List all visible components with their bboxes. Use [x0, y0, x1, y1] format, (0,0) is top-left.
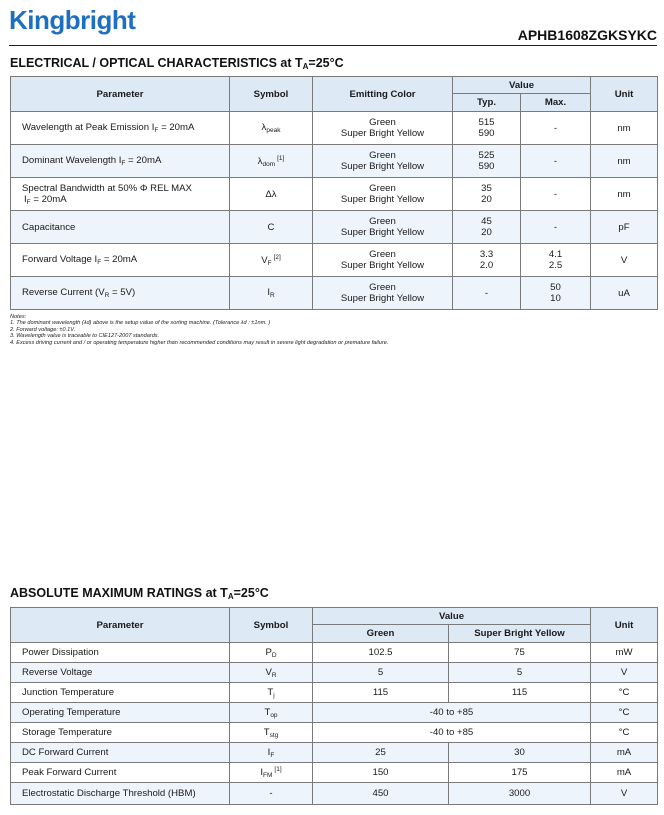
- max-value-1: 50: [550, 282, 561, 293]
- typ-value-1: -: [484, 287, 489, 299]
- max-cell: [521, 178, 591, 211]
- parameter-line: [22, 287, 229, 299]
- max-cell: [521, 211, 591, 244]
- table-row: [11, 723, 658, 743]
- col-header-emitting-color: Emitting Color: [313, 77, 453, 112]
- typ-value-1: 45: [481, 216, 492, 227]
- typ-cell: [453, 211, 521, 244]
- value-yellow-cell: 75: [449, 643, 591, 663]
- symbol-main: C: [267, 221, 275, 233]
- symbol-cell: [230, 723, 313, 743]
- symbol-main: I: [260, 767, 264, 778]
- absolute-maximum-ratings-table: [10, 607, 658, 805]
- symbol-main: Δλ: [265, 188, 277, 200]
- parameter-cell: Junction Temperature: [11, 683, 230, 703]
- symbol-main: T: [263, 726, 270, 738]
- symbol-main: λ: [257, 155, 263, 167]
- typ-cell: [453, 145, 521, 178]
- symbol-main: I: [267, 746, 271, 758]
- symbol-cell: [230, 643, 313, 663]
- max-value-1: 4.1: [548, 249, 563, 260]
- table-row: [11, 211, 658, 244]
- typ-value-2: 590: [478, 128, 495, 139]
- color-green: Green: [369, 150, 396, 161]
- unit-cell: V: [591, 783, 658, 805]
- symbol-subscript: D: [271, 651, 277, 659]
- table-row: [11, 643, 658, 663]
- parameter-text: Dominant Wavelength I: [22, 155, 122, 166]
- table-row: [11, 743, 658, 763]
- table-row: [11, 145, 658, 178]
- parameter-text: I: [24, 193, 27, 205]
- value-yellow-cell: 30: [449, 743, 591, 763]
- symbol-cell: [230, 683, 313, 703]
- max-value-1: -: [553, 188, 558, 200]
- symbol-note-ref: [1]: [277, 154, 285, 162]
- symbol-note-ref: [2]: [273, 253, 281, 261]
- parameter-line: [22, 122, 229, 134]
- table-row: [11, 703, 658, 723]
- symbol-cell: [230, 178, 313, 211]
- parameter-cell: DC Forward Current: [11, 743, 230, 763]
- electrical-section-title: ELECTRICAL / OPTICAL CHARACTERISTICS at $T_A=25^\circ C$: [10, 56, 344, 71]
- emitting-color-cell: [313, 178, 453, 211]
- color-green: Green: [369, 117, 396, 128]
- parameter-cell: Electrostatic Discharge Threshold (HBM): [11, 783, 230, 805]
- parameter-cell: [11, 211, 230, 244]
- typ-value-1: 525: [478, 150, 495, 161]
- symbol-subscript: F: [270, 751, 275, 759]
- value-yellow-cell: 5: [449, 663, 591, 683]
- notes-title: Notes:: [10, 314, 27, 320]
- col-header-unit: Unit: [591, 77, 658, 112]
- parameter-subscript: F: [121, 160, 126, 167]
- unit-cell: nm: [591, 112, 658, 145]
- col-header-super-bright-yellow: Super Bright Yellow: [449, 625, 591, 643]
- typ-value-1: 3.3: [479, 249, 494, 260]
- typ-cell: [453, 178, 521, 211]
- value-merged-cell: -40 to +85: [313, 703, 591, 723]
- max-value-1: -: [553, 221, 558, 233]
- parameter-text: Wavelength at Peak Emission I: [22, 122, 155, 133]
- unit-cell: mW: [591, 643, 658, 663]
- col-header-typ: Typ.: [453, 94, 521, 112]
- symbol-cell: [230, 244, 313, 277]
- symbol-cell: [230, 211, 313, 244]
- color-yellow: Super Bright Yellow: [340, 128, 425, 139]
- parameter-cell: Storage Temperature: [11, 723, 230, 743]
- typ-value-2: 590: [478, 161, 495, 172]
- notes-block: [10, 314, 388, 346]
- unit-cell: V: [591, 244, 658, 277]
- max-cell: [521, 244, 591, 277]
- symbol-cell: [230, 145, 313, 178]
- parameter-text-post: = 20mA: [158, 122, 195, 133]
- parameter-text-post: = 5V): [109, 287, 136, 298]
- symbol-subscript: FM: [263, 772, 273, 779]
- col-header-value: Value: [313, 608, 591, 625]
- value-green-cell: 150: [313, 763, 449, 783]
- color-green: Green: [369, 249, 396, 260]
- value-yellow-cell: 175: [449, 763, 591, 783]
- symbol-subscript: j: [273, 691, 275, 699]
- symbol-cell: [230, 783, 313, 805]
- symbol-subscript: peak: [266, 127, 281, 134]
- value-merged-cell: -40 to +85: [313, 723, 591, 743]
- parameter-cell: Operating Temperature: [11, 703, 230, 723]
- electrical-characteristics-table: [10, 76, 658, 310]
- col-header-value: Value: [453, 77, 591, 94]
- symbol-subscript: stg: [269, 731, 279, 739]
- symbol-subscript: R: [269, 292, 275, 299]
- color-yellow: Super Bright Yellow: [340, 260, 425, 271]
- parameter-subscript: F: [97, 259, 102, 266]
- parameter-line: [22, 183, 229, 194]
- parameter-text: Spectral Bandwidth at 50% Φ REL MAX: [22, 182, 192, 194]
- symbol-subscript: R: [271, 671, 277, 679]
- value-yellow-cell: 3000: [449, 783, 591, 805]
- emitting-color-cell: [313, 211, 453, 244]
- value-green-cell: 450: [313, 783, 449, 805]
- unit-cell: mA: [591, 763, 658, 783]
- brand-logo: Kingbright: [9, 5, 136, 35]
- table-row: [11, 244, 658, 277]
- note-4: 4. Excess driving current and / or operating temperature higher than recommended conditions may result in severe light degradation or premature failure.: [10, 339, 389, 346]
- note-1: 1. The dominant wavelength (λd) above is the setup value of the sorting machine. (Tolerance λd : ±1nm. ): [10, 320, 271, 327]
- symbol-main: P: [265, 646, 272, 658]
- symbol-subscript: dom: [262, 160, 276, 168]
- parameter-text-post: = 20mA: [101, 254, 138, 265]
- emitting-color-cell: [313, 244, 453, 277]
- parameter-cell: Power Dissipation: [11, 643, 230, 663]
- table-row: [11, 683, 658, 703]
- max-value-2: 2.5: [548, 260, 563, 271]
- parameter-subscript: F: [26, 198, 31, 206]
- emitting-color-cell: [313, 112, 453, 145]
- unit-cell: °C: [591, 723, 658, 743]
- col-header-green: Green: [313, 625, 449, 643]
- max-value-1: -: [553, 155, 558, 167]
- color-yellow: Super Bright Yellow: [340, 227, 425, 238]
- part-number: APHB1608ZGKSYKC: [517, 27, 657, 43]
- symbol-main: V: [265, 666, 272, 678]
- col-header-unit: Unit: [591, 608, 658, 643]
- unit-cell: nm: [591, 178, 658, 211]
- parameter-text: Forward Voltage I: [22, 254, 98, 265]
- value-green-cell: 25: [313, 743, 449, 763]
- parameter-text-post: = 20mA: [30, 193, 67, 205]
- parameter-text: Capacitance: [22, 221, 76, 233]
- symbol-main: T: [267, 686, 274, 698]
- parameter-line: [22, 155, 229, 167]
- color-yellow: Super Bright Yellow: [340, 194, 425, 205]
- unit-cell: V: [591, 663, 658, 683]
- typ-value-1: 35: [481, 183, 492, 194]
- parameter-cell: [11, 145, 230, 178]
- typ-cell: [453, 112, 521, 145]
- header-divider: [9, 45, 657, 46]
- parameter-line: [22, 222, 229, 233]
- symbol-cell: [230, 663, 313, 683]
- unit-cell: nm: [591, 145, 658, 178]
- value-green-cell: 115: [313, 683, 449, 703]
- symbol-cell: [230, 277, 313, 310]
- color-yellow: Super Bright Yellow: [340, 293, 425, 304]
- value-green-cell: 5: [313, 663, 449, 683]
- typ-value-1: 515: [478, 117, 495, 128]
- max-cell: [521, 277, 591, 310]
- value-green-cell: 102.5: [313, 643, 449, 663]
- symbol-main: λ: [261, 122, 267, 133]
- table-row: [11, 783, 658, 805]
- parameter-subscript: R: [104, 292, 110, 299]
- typ-cell: [453, 244, 521, 277]
- symbol-cell: [230, 763, 313, 783]
- unit-cell: °C: [591, 703, 658, 723]
- color-green: Green: [369, 282, 396, 293]
- symbol-cell: [230, 112, 313, 145]
- symbol-subscript: op: [270, 711, 278, 719]
- parameter-cell: Peak Forward Current: [11, 763, 230, 783]
- absolute-section-title: ABSOLUTE MAXIMUM RATINGS at $T_A=25^\circ C$: [10, 586, 269, 601]
- unit-cell: °C: [591, 683, 658, 703]
- typ-value-2: 20: [481, 227, 492, 238]
- typ-value-2: 20: [481, 194, 492, 205]
- color-yellow: Super Bright Yellow: [340, 161, 425, 172]
- parameter-cell: [11, 112, 230, 145]
- parameter-cell: [11, 277, 230, 310]
- typ-cell: [453, 277, 521, 310]
- symbol-main: V: [261, 254, 268, 266]
- parameter-text: Reverse Current (V: [22, 287, 105, 298]
- parameter-subscript: F: [154, 127, 159, 134]
- max-cell: [521, 112, 591, 145]
- parameter-cell: [11, 178, 230, 211]
- col-header-parameter: Parameter: [11, 608, 230, 643]
- col-header-symbol: Symbol: [230, 77, 313, 112]
- unit-cell: mA: [591, 743, 658, 763]
- parameter-text-post: = 20mA: [125, 155, 162, 166]
- col-header-symbol: Symbol: [230, 608, 313, 643]
- col-header-parameter: Parameter: [11, 77, 230, 112]
- table-row: [11, 663, 658, 683]
- typ-value-2: 2.0: [479, 260, 494, 271]
- unit-cell: uA: [591, 277, 658, 310]
- max-cell: [521, 145, 591, 178]
- table-row: [11, 112, 658, 145]
- emitting-color-cell: [313, 277, 453, 310]
- parameter-cell: [11, 244, 230, 277]
- color-green: Green: [369, 216, 396, 227]
- parameter-cell: Reverse Voltage: [11, 663, 230, 683]
- table-row: [11, 178, 658, 211]
- table-row: [11, 763, 658, 783]
- symbol-note-ref: [1]: [274, 766, 282, 773]
- max-value-2: 10: [550, 293, 561, 304]
- max-value-1: -: [553, 122, 558, 134]
- unit-cell: pF: [591, 211, 658, 244]
- symbol-cell: [230, 703, 313, 723]
- note-2: 2. Forward voltage: ±0.1V.: [10, 326, 76, 333]
- symbol-main: T: [264, 706, 271, 718]
- note-3: 3. Wavelength value is traceable to CIE127-2007 standards.: [10, 333, 160, 340]
- symbol-main: I: [267, 287, 270, 298]
- col-header-max: Max.: [521, 94, 591, 112]
- symbol-cell: [230, 743, 313, 763]
- parameter-line-2: [22, 194, 229, 206]
- table-row: [11, 277, 658, 310]
- color-green: Green: [369, 183, 396, 194]
- symbol-main: -: [269, 788, 273, 799]
- parameter-line: [22, 254, 229, 266]
- emitting-color-cell: [313, 145, 453, 178]
- value-yellow-cell: 115: [449, 683, 591, 703]
- symbol-subscript: F: [267, 259, 272, 267]
